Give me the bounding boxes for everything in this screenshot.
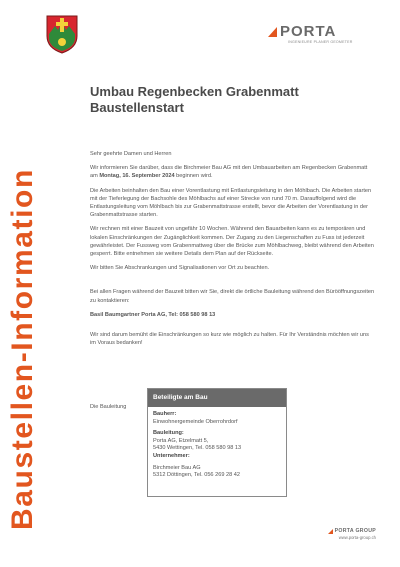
footer bbox=[310, 528, 376, 540]
letter-body bbox=[90, 150, 375, 353]
porta-logo-tagline: INGENIEURE PLANER GEOMETER bbox=[288, 40, 353, 44]
paragraph-duration: Wir rechnen mit einer Bauzeit von ungefähr 10 Wochen. Während den Bauarbeiten kann es zu temporären und lokalen Einschränkungen der Zugänglichkeit kommen. Der Zugang zu den Liegenschaften zu Fuss ist jederzeit gewährleistet. Der Fussweg vom Grabenmattweg über die Brücke zum Möhlbachweg, bleibt während den Arbeiten gesperrt. Bitte entnehmen sie weitere Details dem Plan auf der Rückseite. bbox=[90, 226, 374, 258]
unternehmer-line-1: Birchmeier Bau AG bbox=[153, 464, 201, 471]
paragraph-questions: Bei allen Fragen während der Bauzeit bitten wir Sie, direkt die örtliche Bauleitung während den Bürööffnungszeiten zu kontaktieren: bbox=[90, 289, 375, 304]
footer-brand: PORTA GROUP bbox=[334, 528, 376, 534]
paragraph-start-date bbox=[90, 164, 375, 180]
footer-url[interactable]: www.porta-group.ch bbox=[338, 535, 376, 540]
bauleitung-line-2: 5430 Wettingen, Tel. 058 580 98 13 bbox=[153, 445, 242, 452]
bauleitung-heading: Bauleitung: bbox=[153, 430, 184, 437]
paragraph-signage: Wir bitten Sie Abschrankungen und Signalisationen vor Ort zu beachten. bbox=[90, 265, 270, 272]
bauherr-heading: Bauherr: bbox=[153, 411, 177, 417]
signature-label: Die Bauleitung bbox=[90, 404, 127, 410]
porta-group-triangle-icon bbox=[328, 529, 333, 534]
paragraph-start-text: Wir informieren Sie darüber, dass die Birchmeier Bau AG mit den Umbauarbeiten am Regenbecken Grabenmatt am bbox=[90, 165, 368, 180]
participants-box-title: Beteiligte am Bau bbox=[148, 389, 286, 407]
side-label: Baustellen-Information bbox=[6, 168, 39, 530]
unternehmer-heading: Unternehmer: bbox=[153, 452, 190, 459]
municipal-crest-logo bbox=[45, 14, 79, 54]
paragraph-thanks: Wir sind darum bemüht die Einschränkungen so kurz wie möglich zu halten. Für Ihr Verständnis möchten wir uns im Voraus bedanken! bbox=[90, 332, 369, 347]
participants-box bbox=[147, 388, 287, 497]
bauleitung-line-1: Porta AG, Etzelmatt 5, bbox=[153, 437, 209, 444]
porta-triangle-icon bbox=[268, 27, 277, 37]
unternehmer-line-2: 5312 Döttingen, Tel. 056 269 28 42 bbox=[153, 472, 240, 479]
bauherr-value: Einwohnergemeinde Oberrohrdorf bbox=[153, 418, 238, 425]
paragraph-start-text-end: beginnen wird. bbox=[174, 173, 213, 180]
porta-logo-name: PORTA bbox=[280, 23, 337, 40]
contact-line: Basil Baumgartner Porta AG, Tel: 058 580 98 13 bbox=[90, 311, 216, 318]
greeting: Sehr geehrte Damen und Herren bbox=[90, 151, 172, 157]
start-date: Montag, 16. September 2024 bbox=[99, 173, 175, 180]
paragraph-works: Die Arbeiten beinhalten den Bau einer Vorentlastung mit Entlastungsleitung in den Möhlbach. Die Arbeiten starten mit der Tieferlegung der Bachsohle des Möhlbachs auf einer Strecke von rund 70 m. Darauffolgend wird die Entlastungsleitung vom Möhlbach bis zur Grabenmattstrasse erstellt, bevor die Arbeiten der Vorentlastung in der Grabenmattstrasse starten. bbox=[90, 187, 372, 219]
title-line-1: Umbau Regenbecken Grabenmatt bbox=[90, 84, 299, 99]
porta-logo bbox=[268, 24, 368, 44]
document-title bbox=[90, 84, 380, 116]
title-line-2: Baustellenstart bbox=[90, 100, 184, 115]
